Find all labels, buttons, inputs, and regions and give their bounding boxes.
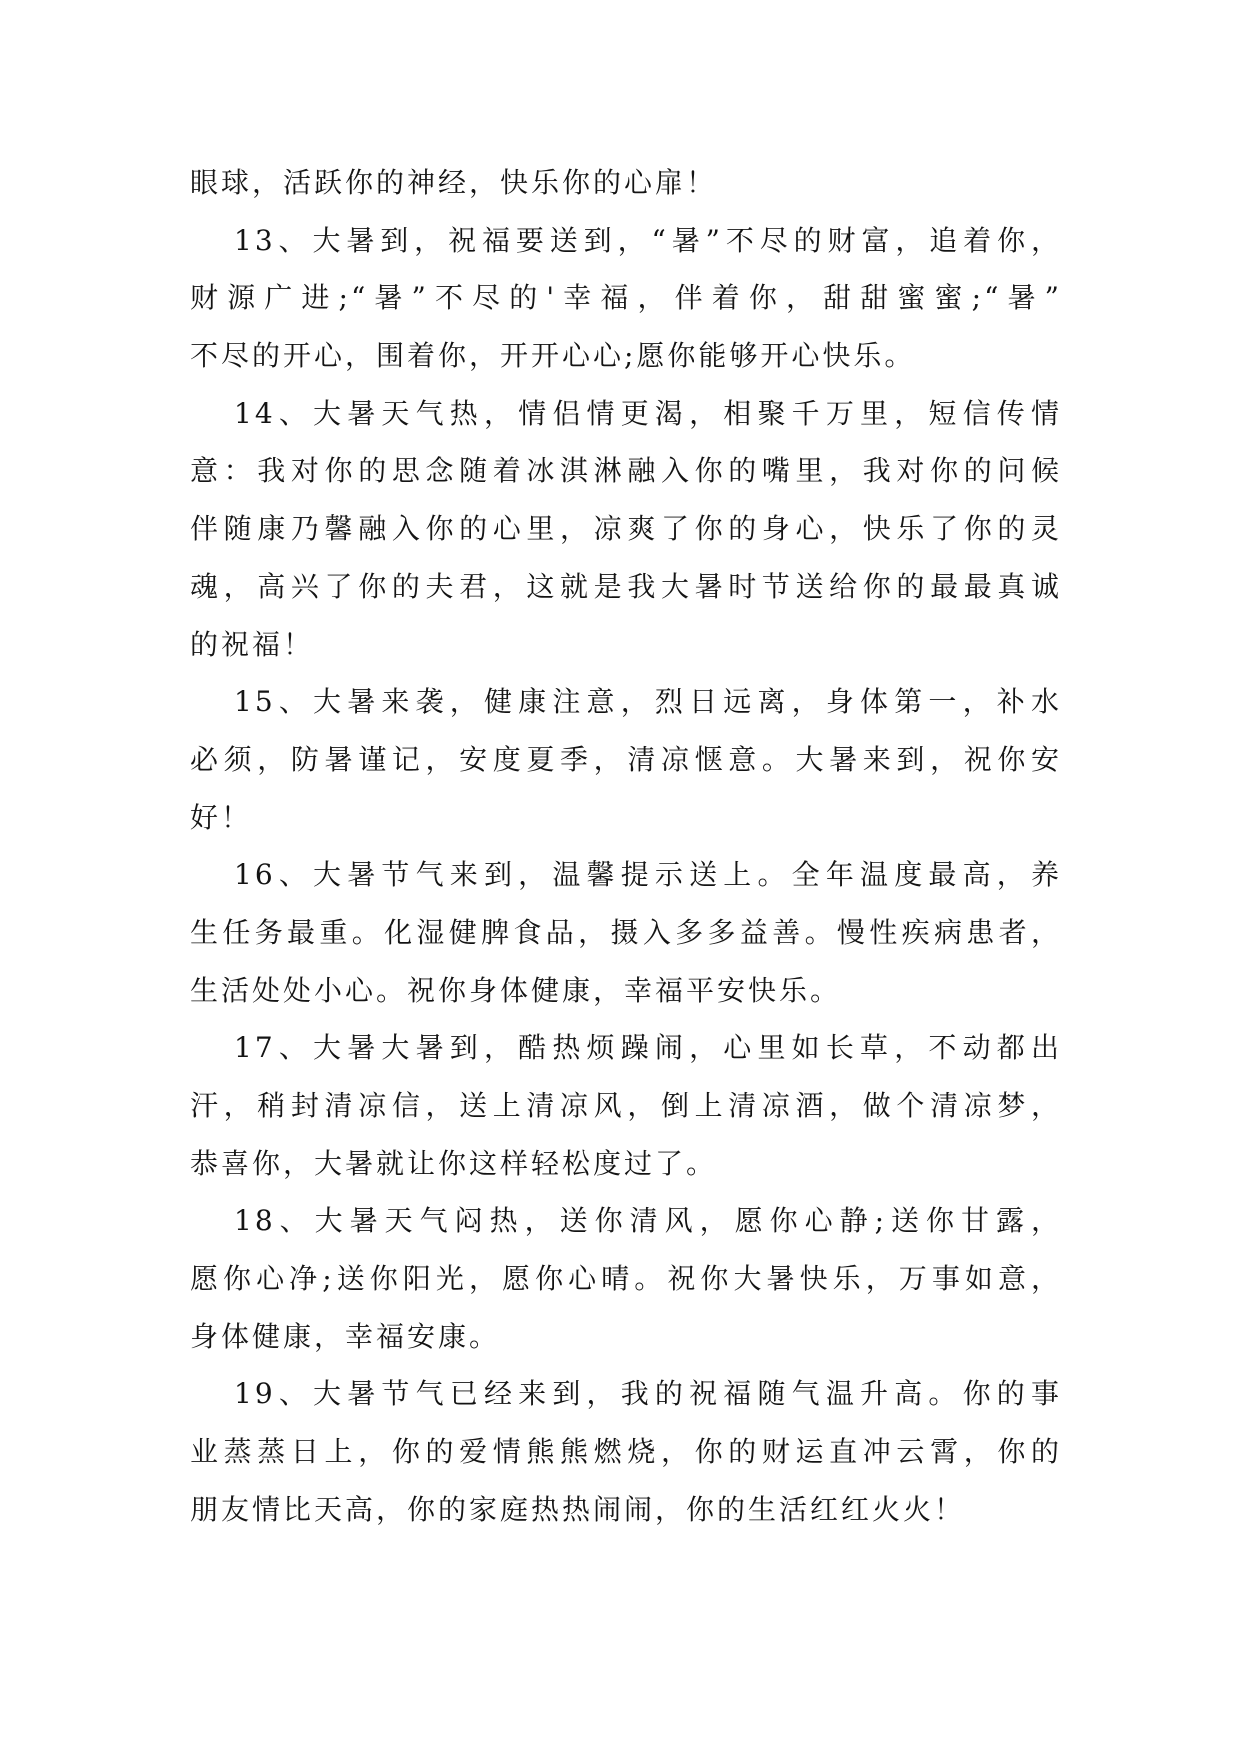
text-line: 18、大暑天气闷热，送你清风，愿你心静;送你甘露， [234,1204,1062,1238]
text-line: 好！ [190,800,253,834]
text-line: 生活处处小心。祝你身体健康，幸福平安快乐。 [190,973,842,1007]
text-line: 恭喜你，大暑就让你这样轻松度过了。 [190,1146,718,1180]
text-line: 19、大暑节气已经来到，我的祝福随气温升高。你的事 [234,1377,1062,1411]
text-line: 不尽的开心，围着你，开开心心;愿你能够开心快乐。 [190,339,916,373]
paragraph-continued [190,154,1062,212]
paragraph-15 [190,673,1062,846]
paragraph-14 [190,385,1062,673]
text-line: 汗，稍封清凉信，送上清凉风，倒上清凉酒，做个清凉梦， [190,1089,1062,1122]
paragraph-16 [190,846,1062,1019]
text-line: 魂，高兴了你的夫君，这就是我大暑时节送给你的最最真诚 [190,569,1062,603]
text-line: 的祝福！ [190,627,315,661]
text-line: 愿你心净;送你阳光，愿你心晴。祝你大暑快乐，万事如意， [190,1262,1062,1296]
paragraph-13 [190,212,1062,385]
text-line: 17、大暑大暑到，酷热烦躁闹，心里如长草，不动都出 [234,1031,1062,1065]
text-line: 身体健康，幸福安康。 [190,1319,501,1353]
text-line: 意：我对你的思念随着冰淇淋融入你的嘴里，我对你的问候 [190,454,1062,488]
text-line: 13、大暑到，祝福要送到，“暑”不尽的财富，追着你， [234,223,1062,257]
paragraph-18 [190,1192,1062,1365]
text-line: 朋友情比天高，你的家庭热热闹闹，你的生活红红火火！ [190,1492,966,1526]
text-line: 16、大暑节气来到，温馨提示送上。全年温度最高，养 [234,858,1062,892]
text-line: 14、大暑天气热，情侣情更渴，相聚千万里，短信传情 [234,396,1062,430]
text-line: 必须，防暑谨记，安度夏季，清凉惬意。大暑来到，祝你安 [190,742,1062,776]
text-line: 财源广进;“暑”不尽的'幸福，伴着你，甜甜蜜蜜;“暑” [190,281,1062,315]
text-line: 眼球，活跃你的神经，快乐你的心扉！ [190,166,718,199]
document-body [190,154,1062,1539]
text-line: 伴随康乃馨融入你的心里，凉爽了你的身心，快乐了你的灵 [190,512,1062,546]
paragraph-19 [190,1365,1062,1538]
text-line: 业蒸蒸日上，你的爱情熊熊燃烧，你的财运直冲云霄，你的 [190,1435,1062,1469]
text-line: 15、大暑来袭，健康注意，烈日远离，身体第一，补水 [234,685,1062,719]
text-line: 生任务最重。化湿健脾食品，摄入多多益善。慢性疾病患者， [190,915,1062,949]
paragraph-17 [190,1019,1062,1192]
